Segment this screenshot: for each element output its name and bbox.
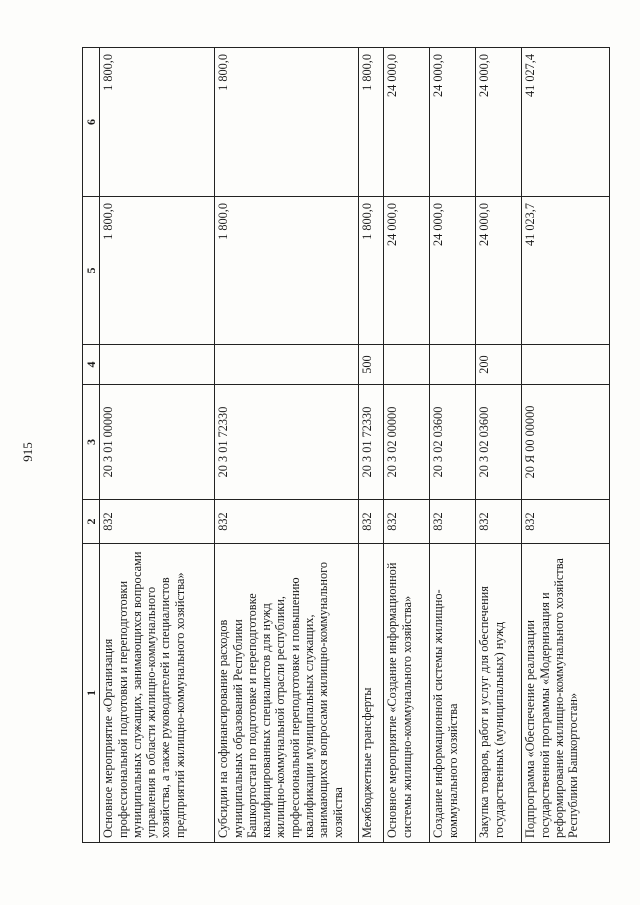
row-val5: 1 800,0 xyxy=(215,197,359,345)
row-val5: 24 000,0 xyxy=(476,197,522,345)
row-val6: 24 000,0 xyxy=(476,48,522,197)
table-row xyxy=(384,48,430,843)
rotated-table-wrapper xyxy=(82,48,610,843)
row-val5: 24 000,0 xyxy=(430,197,476,345)
row-code4 xyxy=(215,345,359,385)
row-code2: 832 xyxy=(384,500,430,544)
row-description: Субсидии на софинансирование расходов муниципальных образований Республики Башкортостан по подготовке и переподготовке квалифицированных специалистов для нужд жилищно-коммунальной отрасли республики, профессиональной переподготовке и повышению квалификации муниципальных служащих, занимающихся вопросами жилищно-коммунального хозяйства xyxy=(215,544,359,843)
row-code4 xyxy=(522,345,610,385)
row-code4: 200 xyxy=(476,345,522,385)
row-code2: 832 xyxy=(476,500,522,544)
table-row xyxy=(359,48,384,843)
row-description: Закупка товаров, работ и услуг для обеспечения государственных (муниципальных) нужд xyxy=(476,544,522,843)
header-row xyxy=(83,48,100,843)
row-description: Межбюджетные трансферты xyxy=(359,544,384,843)
col-header-5: 5 xyxy=(83,197,100,345)
row-code3: 20 3 01 72330 xyxy=(215,385,359,500)
row-code2: 832 xyxy=(215,500,359,544)
row-code3: 20 3 02 03600 xyxy=(430,385,476,500)
table-row xyxy=(476,48,522,843)
col-header-6: 6 xyxy=(83,48,100,197)
row-code4 xyxy=(384,345,430,385)
row-description: Основное мероприятие «Организация профессиональной подготовки и переподготовки муниципальных служащих, занимающихся вопросами управления в области жилищно-коммунального хозяйства, а также руководителей и специалистов предприятий жилищно-коммунального хозяйства» xyxy=(100,544,215,843)
budget-table xyxy=(82,47,610,843)
row-val6: 41 027,4 xyxy=(522,48,610,197)
row-val5: 24 000,0 xyxy=(384,197,430,345)
row-description: Создание информационной системы жилищно-коммунального хозяйства xyxy=(430,544,476,843)
page-number: 915 xyxy=(20,442,35,462)
row-code4 xyxy=(430,345,476,385)
row-val5: 1 800,0 xyxy=(359,197,384,345)
row-val6: 24 000,0 xyxy=(430,48,476,197)
row-code2: 832 xyxy=(430,500,476,544)
table-row xyxy=(100,48,215,843)
row-code3: 20 3 01 72330 xyxy=(359,385,384,500)
row-code4: 500 xyxy=(359,345,384,385)
row-val5: 1 800,0 xyxy=(100,197,215,345)
row-code3: 20 Я 00 00000 xyxy=(522,385,610,500)
row-code2: 832 xyxy=(522,500,610,544)
col-header-3: 3 xyxy=(83,385,100,500)
row-val6: 1 800,0 xyxy=(100,48,215,197)
row-val6: 24 000,0 xyxy=(384,48,430,197)
row-val6: 1 800,0 xyxy=(215,48,359,197)
row-description: Основное мероприятие «Создание информационной системы жилищно-коммунального хозяйства» xyxy=(384,544,430,843)
row-code4 xyxy=(100,345,215,385)
row-val6: 1 800,0 xyxy=(359,48,384,197)
table-row xyxy=(430,48,476,843)
row-code3: 20 3 01 00000 xyxy=(100,385,215,500)
row-code2: 832 xyxy=(359,500,384,544)
table-row xyxy=(215,48,359,843)
col-header-2: 2 xyxy=(83,500,100,544)
col-header-4: 4 xyxy=(83,345,100,385)
row-code3: 20 3 02 03600 xyxy=(476,385,522,500)
row-code3: 20 3 02 00000 xyxy=(384,385,430,500)
row-code2: 832 xyxy=(100,500,215,544)
col-header-1: 1 xyxy=(83,544,100,843)
row-description: Подпрограмма «Обеспечение реализации государственной программы «Модернизация и реформирование жилищно-коммунального хозяйства Республики Башкортостан» xyxy=(522,544,610,843)
row-val5: 41 023,7 xyxy=(522,197,610,345)
table-row xyxy=(522,48,610,843)
